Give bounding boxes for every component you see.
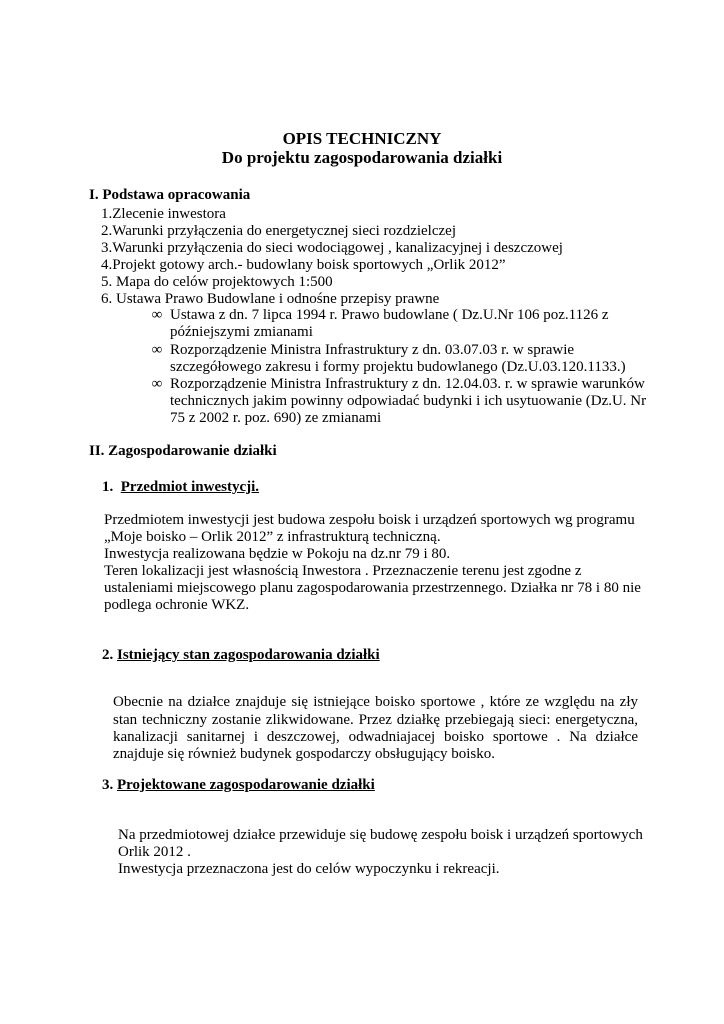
infinity-bullet-icon: ∞	[151, 342, 163, 358]
section-1-heading: I. Podstawa opracowania	[89, 187, 251, 203]
list-item: 3.Warunki przyłączenia do sieci wodociągowej , kanalizacyjnej i deszczowej	[101, 240, 563, 256]
list-item: 2.Warunki przyłączenia do energetycznej sieci rozdzielczej	[101, 223, 456, 239]
paragraph-line: podlega ochronie WKZ.	[104, 597, 250, 613]
subsection-1-heading: 1. Przedmiot inwestycji.	[102, 479, 260, 495]
paragraph-line: Przedmiotem inwestycji jest budowa zespołu boisk i urządzeń sportowych wg programu	[104, 512, 635, 528]
paragraph-line: Obecnie na działce znajduje się istniejące boisko sportowe , które ze względu na zły	[113, 694, 638, 710]
paragraph-line: „Moje boisko – Orlik 2012” z infrastrukturą techniczną.	[104, 529, 441, 545]
document-subtitle: Do projektu zagospodarowania działki	[221, 148, 503, 167]
section-2-heading: II. Zagospodarowanie działki	[89, 443, 277, 459]
subsection-3-heading: 3. Projektowane zagospodarowanie działki	[102, 777, 375, 793]
infinity-bullet-icon: ∞	[151, 376, 163, 392]
list-item: 6. Ustawa Prawo Budowlane i odnośne przepisy prawne	[101, 291, 440, 307]
list-item: 5. Mapa do celów projektowych 1:500	[101, 274, 333, 290]
paragraph-line: znajduje się również budynek gospodarczy obsługujący boisko.	[113, 746, 495, 762]
list-item: 1.Zlecenie inwestora	[101, 206, 226, 222]
paragraph-line: Orlik 2012 .	[118, 844, 191, 860]
paragraph-line: stan techniczny zostanie zlikwidowane. Przez działkę przebiegają sieci: energetyczna,	[113, 712, 638, 728]
paragraph-line: ustaleniami miejscowego planu zagospodarowania przestrzennego. Działka nr 78 i 80 nie	[104, 580, 641, 596]
paragraph-line: Inwestycja przeznaczona jest do celów wypoczynku i rekreacji.	[118, 861, 500, 877]
subsection-2-heading: 2. Istniejący stan zagospodarowania działki	[102, 647, 380, 663]
infinity-bullet-icon: ∞	[151, 307, 163, 323]
list-item: 4.Projekt gotowy arch.- budowlany boisk sportowych „Orlik 2012”	[101, 257, 506, 273]
paragraph-line: Inwestycja realizowana będzie w Pokoju na dz.nr 79 i 80.	[104, 546, 451, 562]
document-title: OPIS TECHNICZNY	[282, 129, 442, 148]
paragraph-line: Na przedmiotowej działce przewiduje się budowę zespołu boisk i urządzeń sportowych	[118, 827, 643, 843]
paragraph-line: Teren lokalizacji jest własnością Inwestora . Przeznaczenie terenu jest zgodne z	[104, 563, 582, 579]
paragraph-line: kanalizacji sanitarnej i deszczowej, odwadniajacej boisko sportowe . Na działce	[113, 729, 638, 745]
